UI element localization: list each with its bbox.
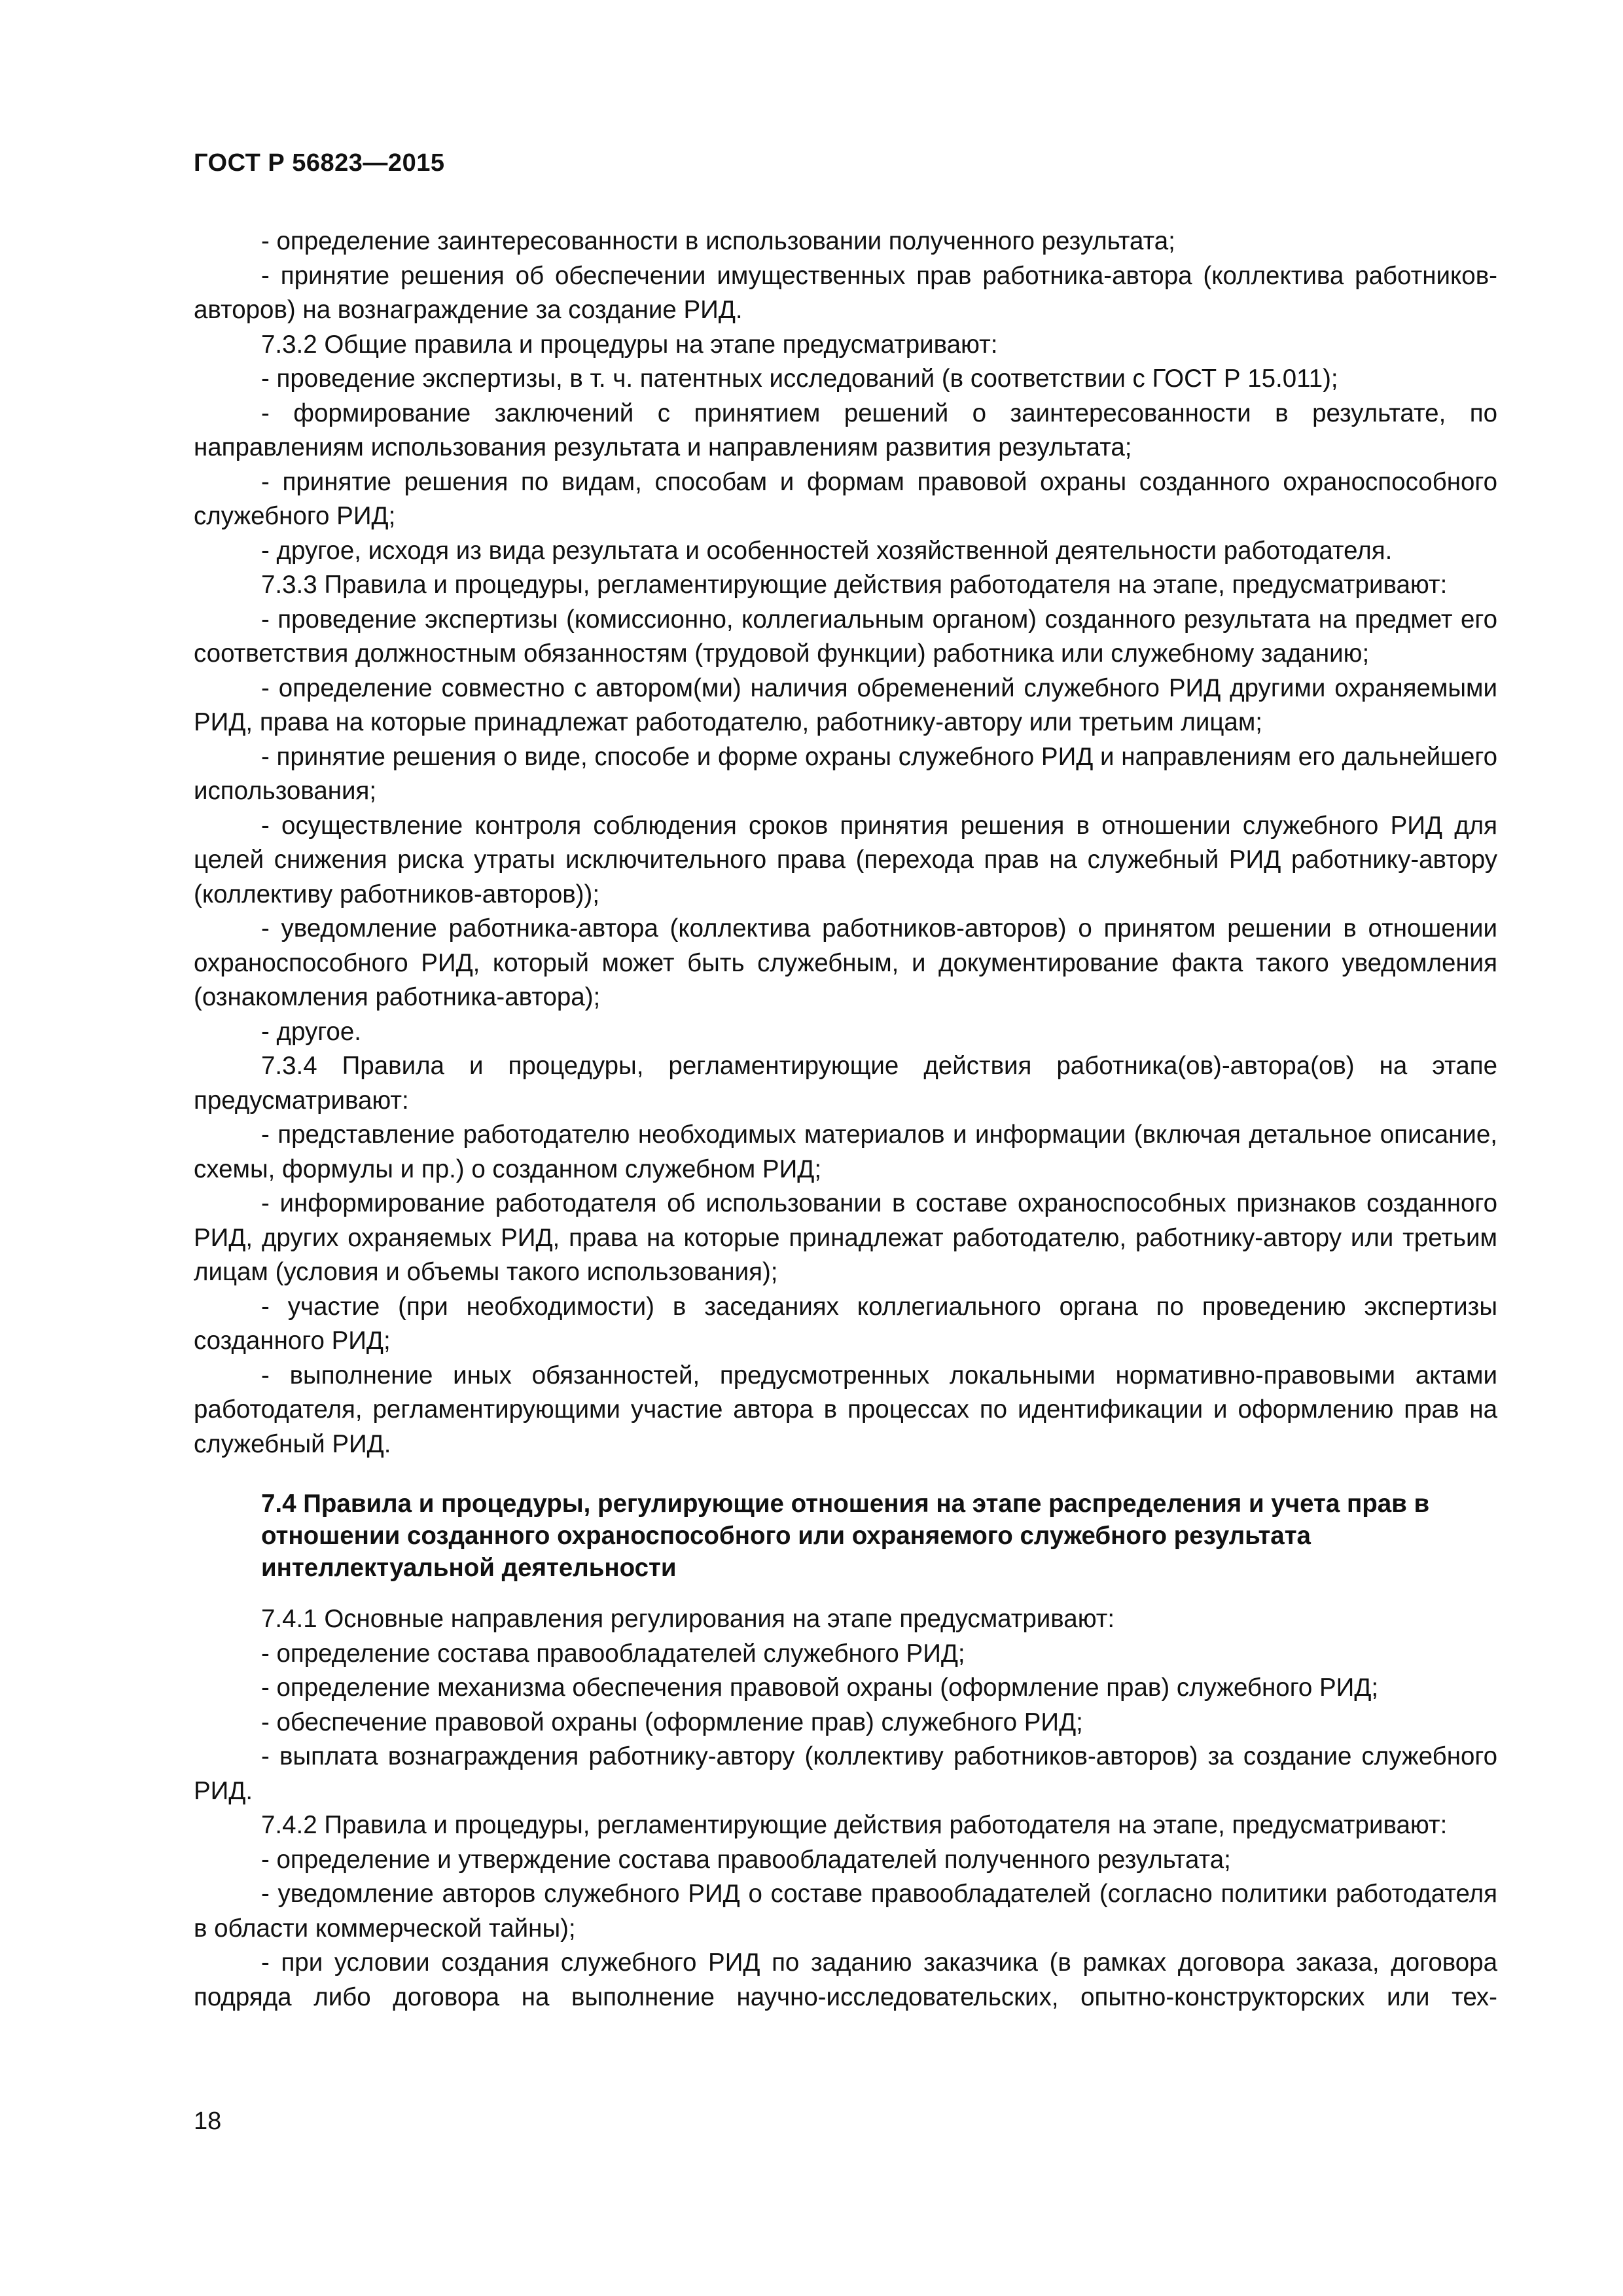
page-number: 18: [194, 2108, 222, 2135]
paragraph: - обеспечение правовой охраны (оформление прав) служебного РИД;: [261, 1708, 1083, 1736]
paragraph: - представление работодателю необходимых материалов и информации (включая детальное описание, схемы, формулы и пр.) о созданном служебном РИД;: [194, 1121, 1497, 1183]
document-header: ГОСТ Р 56823—2015: [194, 149, 445, 177]
paragraph: - проведение экспертизы, в т. ч. патентных исследований (в соответствии с ГОСТ Р 15.011);: [261, 365, 1338, 393]
paragraph: - уведомление работника-автора (коллектива работников-авторов) о принятом решении в отношении охраноспособного РИД, который может быть служебным, и документирование факта такого уведомления (ознакомления работника-автора);: [194, 914, 1497, 1011]
paragraph: - определение механизма обеспечения правовой охраны (оформление прав) служебного РИД;: [261, 1674, 1379, 1702]
paragraph: - определение состава правообладателей служебного РИД;: [261, 1639, 965, 1668]
paragraph: 7.4.1 Основные направления регулирования на этапе предусматривают:: [261, 1605, 1115, 1633]
paragraph: - формирование заключений с принятием решений о заинтересованности в результате, по направлениям использования результата и направлениям развития результата;: [194, 399, 1497, 461]
paragraph: - уведомление авторов служебного РИД о составе правообладателей (согласно политики работодателя в области коммерческой тайны);: [194, 1880, 1497, 1943]
paragraph: - другое.: [261, 1017, 361, 1046]
paragraph: - принятие решения по видам, способам и формам правовой охраны созданного охраноспособного служебного РИД;: [194, 467, 1497, 530]
paragraph: - осуществление контроля соблюдения сроков принятия решения в отношении служебного РИД для целей снижения риска утраты исключительного права (перехода прав на служебный РИД работнику-автору (коллективу работников-авторов));: [194, 811, 1497, 908]
paragraph: - другое, исходя из вида результата и особенностей хозяйственной деятельности работодателя.: [261, 536, 1393, 565]
paragraph: - проведение экспертизы (комиссионно, коллегиальным органом) созданного результата на предмет его соответствия должностным обязанностям (трудовой функции) работника или служебному заданию;: [194, 605, 1497, 668]
paragraph: - информирование работодателя об использовании в составе охраноспособных признаков созданного РИД, других охраняемых РИД, права на которые принадлежат работодателю, работнику-автору или третьим лицам (условия и объемы такого использования);: [194, 1189, 1497, 1286]
section-heading: 7.4 Правила и процедуры, регулирующие отношения на этапе распределения и учета прав в отношении созданного охраноспособного или охраняемого служебного результата интеллектуальной деятельности: [261, 1490, 1430, 1582]
paragraph: - определение и утверждение состава правообладателей полученного результата;: [261, 1845, 1231, 1874]
paragraph: - определение совместно с автором(ми) наличия обременений служебного РИД другими охраняемыми РИД, права на которые принадлежат работодателю, работнику-автору или третьим лицам;: [194, 673, 1497, 736]
paragraph: - принятие решения о виде, способе и форме охраны служебного РИД и направлениям его дальнейшего использования;: [194, 742, 1497, 805]
paragraph: 7.3.3 Правила и процедуры, регламентирующие действия работодателя на этапе, предусматривают:: [261, 571, 1448, 599]
paragraph: - при условии создания служебного РИД по заданию заказчика (в рамках договора заказа, договора подряда либо договора на выполнение научно-исследовательских, опытно-конструкторских или тех-: [194, 1948, 1497, 2011]
paragraph: 7.3.4 Правила и процедуры, регламентирующие действия работника(ов)-автора(ов) на этапе предусматривают:: [194, 1052, 1497, 1115]
paragraph: - выплата вознаграждения работнику-автору (коллективу работников-авторов) за создание служебного РИД.: [194, 1742, 1497, 1805]
paragraph: - принятие решения об обеспечении имущественных прав работника-автора (коллектива работников-авторов) на вознаграждение за создание РИД.: [194, 261, 1497, 324]
paragraph: 7.4.2 Правила и процедуры, регламентирующие действия работодателя на этапе, предусматривают:: [261, 1811, 1448, 1839]
paragraph: 7.3.2 Общие правила и процедуры на этапе предусматривают:: [261, 330, 998, 359]
document-body: [194, 224, 1497, 2015]
paragraph: - участие (при необходимости) в заседаниях коллегиального органа по проведению экспертизы созданного РИД;: [194, 1292, 1497, 1355]
paragraph: - определение заинтересованности в использовании полученного результата;: [261, 227, 1175, 255]
paragraph: - выполнение иных обязанностей, предусмотренных локальными нормативно-правовыми актами работодателя, регламентирующими участие автора в процессах по идентификации и оформлению прав на служебный РИД.: [194, 1361, 1497, 1458]
